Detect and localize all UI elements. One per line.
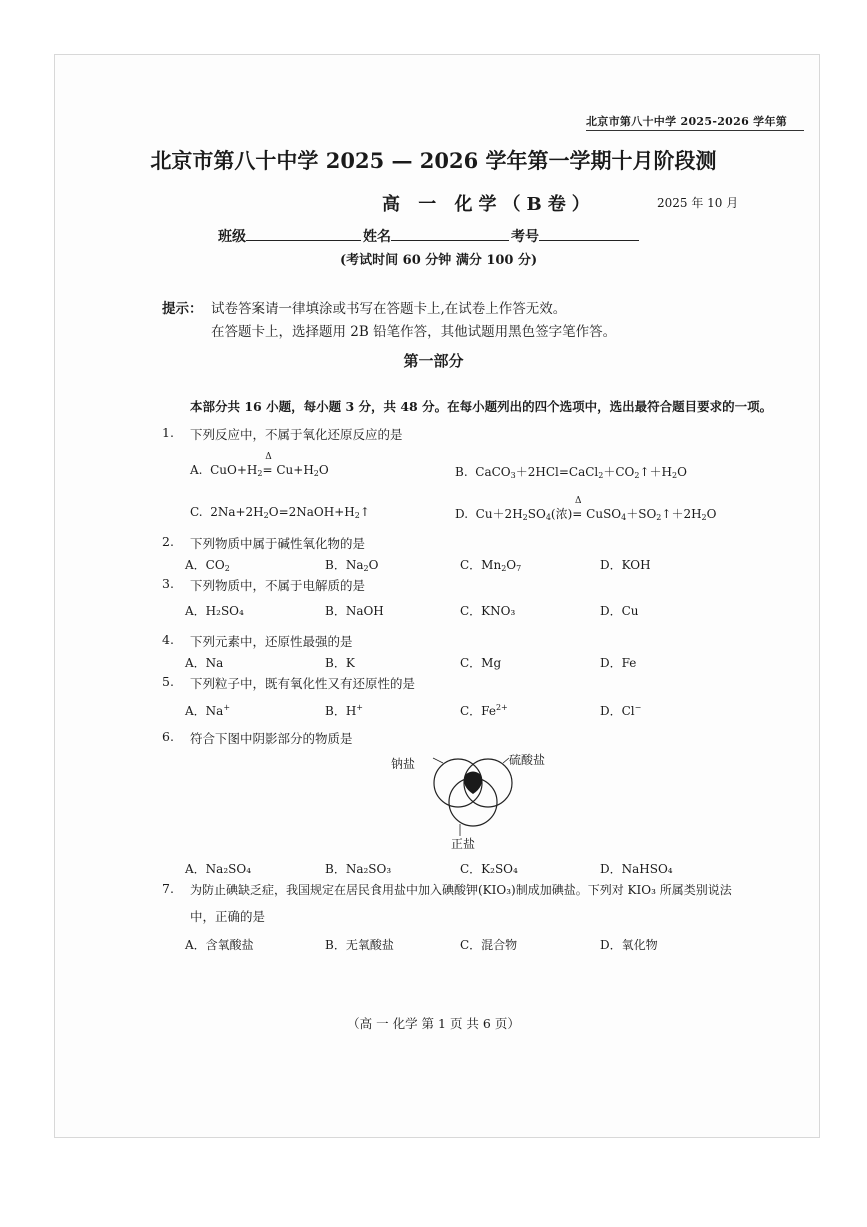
venn-shaded-region — [464, 772, 482, 795]
q3-option-c[interactable]: C．KNO₃ — [460, 604, 516, 618]
header-school-right: 北京市第八十中学 2025-2026 学年第 — [586, 115, 788, 128]
q4-option-b[interactable]: B．K — [325, 656, 355, 670]
question-stem: 下列粒子中，既有氧化性又有还原性的是 — [190, 676, 416, 691]
header-rule — [586, 130, 804, 131]
exam-time-info: (考试时间 60 分钟 满分 100 分) — [340, 253, 538, 268]
tips-line-1: 试卷答案请一律填涂或书写在答题卡上,在试卷上作答无效。 — [211, 301, 567, 317]
q4-option-c[interactable]: C．Mg — [460, 656, 502, 670]
venn-leader-left — [433, 758, 443, 763]
page-footer: （高 一 化学 第 1 页 共 6 页） — [347, 1016, 520, 1031]
exam-subtitle: 高 一 化学（B卷） — [382, 194, 596, 215]
class-label: 班级 — [218, 229, 246, 245]
q1-option-a[interactable]: A. $CuO+H_2$ Δ = $Cu+H_2O$ — [190, 452, 329, 478]
q6-option-c[interactable]: C．K₂SO₄ — [460, 862, 518, 876]
q7-option-a[interactable]: A．含氧酸盐 — [185, 938, 254, 952]
q2-option-a[interactable]: A．$CO_2$ — [185, 558, 230, 573]
exam-date: 2025 年 10 月 — [657, 196, 739, 210]
name-label: 姓名 — [363, 229, 391, 245]
question-number: 7. — [162, 881, 174, 896]
question-stem-line-1: 为防止碘缺乏症，我国规定在居民食用盐中加入碘酸钾(KIO₃)制成加碘盐。下列对 KIO₃ 所属类别说法 — [190, 883, 732, 897]
q5-option-c[interactable]: C．$Fe^{2+}$ — [460, 703, 508, 718]
question-stem: 下列物质中属于碱性氧化物的是 — [190, 536, 366, 551]
question-stem: 符合下图中阴影部分的物质是 — [190, 731, 353, 746]
q2-option-d[interactable]: D．KOH — [600, 558, 651, 572]
q1-option-c[interactable]: C. $2Na+2H_2O=2NaOH+H_2↑$ — [190, 505, 370, 520]
q6-option-a[interactable]: A．Na₂SO₄ — [185, 862, 252, 876]
question-stem: 下列反应中，不属于氧化还原反应的是 — [190, 427, 403, 442]
part-title: 第一部分 — [403, 352, 464, 370]
question-number: 6. — [162, 729, 174, 744]
exam-title: 北京市第八十中学 2025 — 2026 学年第一学期十月阶段测 — [150, 148, 717, 173]
name-blank[interactable] — [391, 227, 509, 241]
question-stem: 下列元素中，还原性最强的是 — [190, 634, 353, 649]
q4-option-d[interactable]: D．Fe — [600, 656, 637, 670]
tips-label: 提示： — [162, 301, 203, 317]
venn-label-left: 钠盐 — [391, 757, 416, 771]
q3-option-a[interactable]: A．H₂SO₄ — [185, 604, 244, 618]
q7-option-c[interactable]: C．混合物 — [460, 938, 518, 952]
q2-option-c[interactable]: C．$Mn_2O_7$ — [460, 558, 522, 573]
venn-label-bottom: 正盐 — [451, 837, 476, 851]
q1-option-d[interactable]: D. $Cu+2H_2SO_4$(浓) Δ = $CuSO_4+SO_2↑+2H_2O$ — [455, 496, 717, 522]
tips-line-2: 在答题卡上，选择题用 2B 铅笔作答，其他试题用黑色签字笔作答。 — [211, 324, 617, 340]
q4-option-a[interactable]: A．Na — [185, 656, 224, 670]
class-blank[interactable] — [246, 227, 361, 241]
q5-option-b[interactable]: B．H+ — [325, 703, 363, 718]
q6-option-d[interactable]: D．NaHSO₄ — [600, 862, 673, 876]
question-number: 5. — [162, 674, 174, 689]
q3-option-b[interactable]: B．NaOH — [325, 604, 384, 618]
q7-option-b[interactable]: B．无氧酸盐 — [325, 938, 394, 952]
student-fields — [218, 226, 641, 246]
number-label: 考号 — [511, 229, 539, 245]
q2-option-b[interactable]: B．$Na_2O$ — [325, 558, 379, 573]
q5-option-d[interactable]: D．Cl− — [600, 703, 642, 718]
question-number: 1. — [162, 425, 174, 440]
number-blank[interactable] — [539, 227, 639, 241]
question-number: 4. — [162, 632, 174, 647]
q5-option-a[interactable]: A．Na+ — [185, 703, 231, 718]
q3-option-d[interactable]: D．Cu — [600, 604, 639, 618]
question-number: 2. — [162, 534, 174, 549]
q1-option-b[interactable]: B. $CaCO_3+2HCl=CaCl_2+CO_2↑+H_2O$ — [455, 465, 687, 480]
venn-label-right: 硫酸盐 — [509, 753, 546, 767]
question-number: 3. — [162, 576, 174, 591]
question-stem-line-2: 中，正确的是 — [190, 909, 266, 924]
question-stem: 下列物质中，不属于电解质的是 — [190, 578, 366, 593]
part-instructions: 本部分共 16 小题，每小题 3 分，共 48 分。在每小题列出的四个选项中，选出最符合题目要求的一项。 — [190, 399, 773, 414]
q6-option-b[interactable]: B．Na₂SO₃ — [325, 862, 392, 876]
q7-option-d[interactable]: D．氧化物 — [600, 938, 658, 952]
exam-sheet — [54, 54, 820, 1138]
